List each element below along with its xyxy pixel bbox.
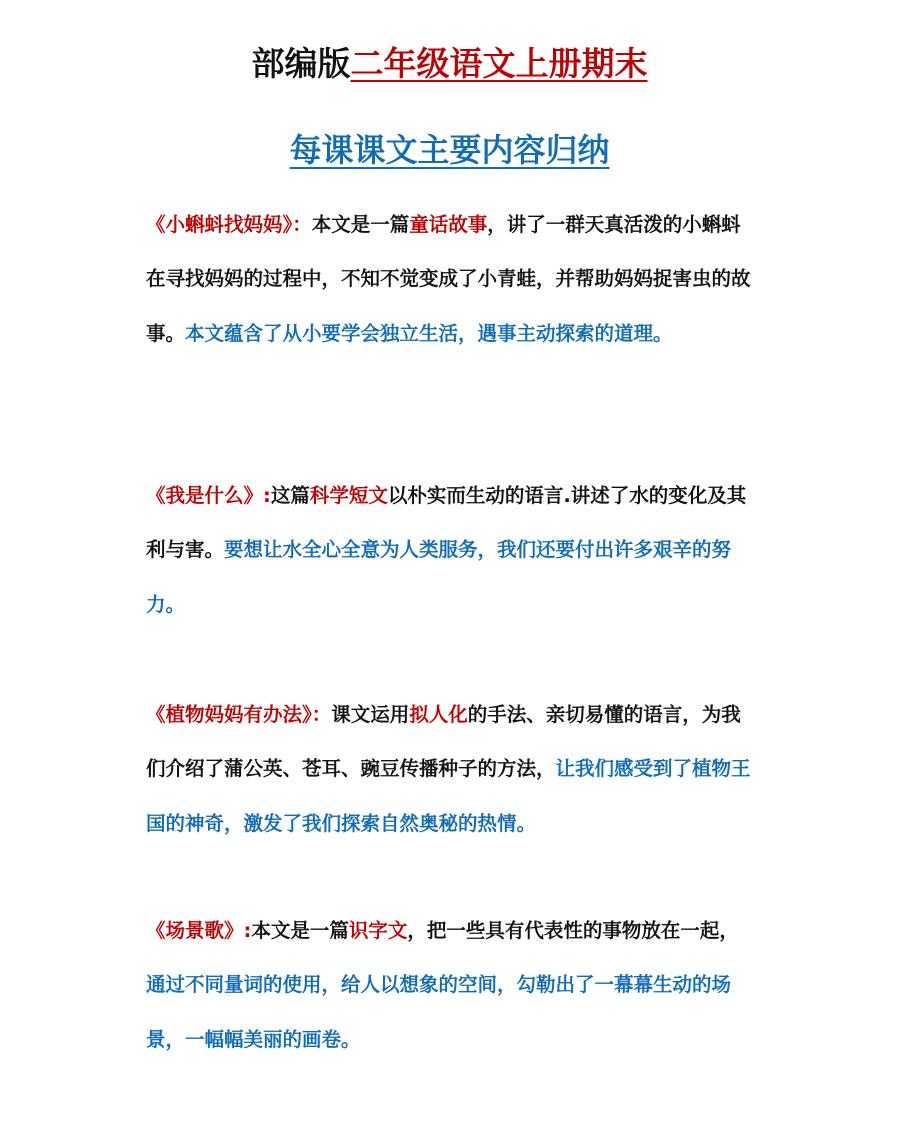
lesson-intro: 课文运用: [331, 703, 410, 726]
lesson-body: ，把一些具有代表性的事物放在一起，: [407, 919, 739, 942]
document-title: [0, 40, 899, 88]
lesson-genre: 童话故事: [409, 213, 488, 236]
lesson-summary-3: [146, 688, 756, 851]
lesson-body: ，讲了一群天真活泼的小蝌蚪在寻找妈妈的过程中，不知不觉变成了小青蛙，并帮助妈妈捉害虫的故事。: [146, 213, 751, 345]
title-prefix: 部编版: [251, 44, 351, 83]
lesson-genre: 科学短文: [309, 484, 388, 507]
lesson-title: 《小蝌蚪找妈妈》：: [146, 213, 312, 236]
lesson-title: 《植物妈妈有办法》：: [146, 703, 332, 726]
lesson-title: 《场景歌》:: [146, 919, 252, 942]
lesson-theme: 要想让水全心全意为人类服务，我们还要付出许多艰辛的努力。: [146, 538, 732, 616]
lesson-theme: 本文蕴含了从小要学会独立生活，遇事主动探索的道理。: [185, 321, 673, 345]
lesson-genre: 拟人化: [409, 703, 468, 726]
title-highlight: 二年级语文上册期末: [350, 44, 648, 83]
lesson-title: 《我是什么》:: [146, 484, 271, 507]
lesson-intro: 本文是一篇: [311, 213, 410, 236]
lesson-genre: 识字文: [348, 919, 408, 942]
lesson-theme: 让我们感受到了植物王国的神奇，激发了我们探索自然奥秘的热情。: [146, 757, 751, 835]
lesson-intro: 这篇: [270, 484, 310, 507]
lesson-summary-2: [146, 469, 756, 632]
lesson-body: 以朴实而生动的语言.讲述了水的变化及其利与害。: [146, 484, 747, 562]
document-subtitle: 每课课文主要内容归纳: [289, 131, 610, 169]
lesson-body: 的手法、亲切易懂的语言，为我们介绍了蒲公英、苍耳、豌豆传播种子的方法，: [146, 703, 741, 781]
lesson-summary-1: [146, 198, 756, 361]
lesson-intro: 本文是一篇: [251, 919, 349, 942]
lesson-theme: 通过不同量词的使用，给人以想象的空间，勾勒出了一幕幕生动的场景，一幅幅美丽的画卷。: [146, 973, 732, 1051]
lesson-summary-4: [146, 904, 756, 1067]
